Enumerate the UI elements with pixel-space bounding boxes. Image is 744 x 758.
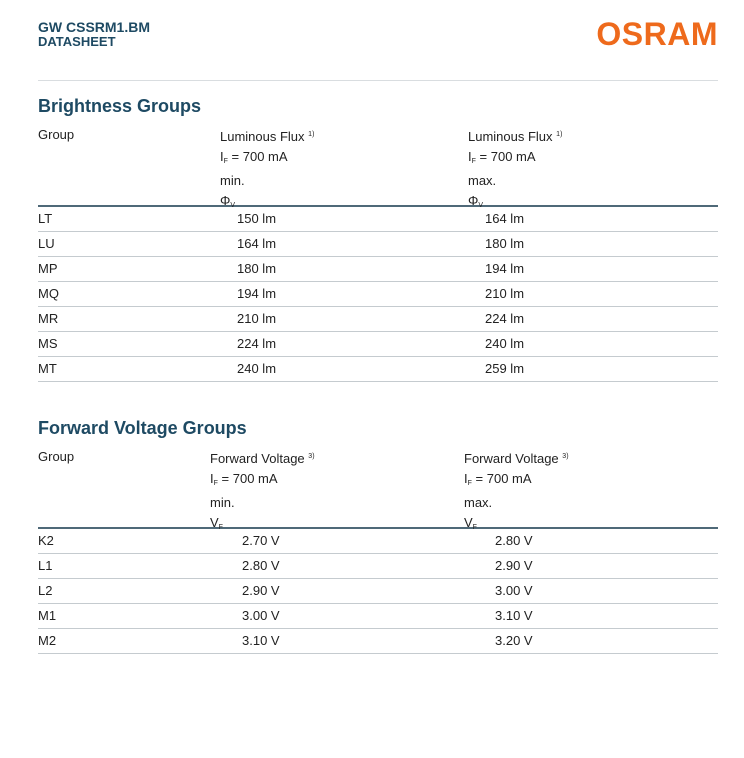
group-cell: L2 — [38, 583, 53, 598]
group-cell: L1 — [38, 558, 53, 573]
min-cell: 2.70 V — [242, 533, 280, 548]
voltage-subscript: F — [218, 523, 223, 531]
max-cell: 180 lm — [485, 236, 525, 251]
table-row — [38, 579, 718, 604]
current-symbol: I — [464, 470, 468, 486]
min-cell: 240 lm — [237, 361, 277, 376]
voltage-symbol: V — [210, 514, 219, 530]
document-title: GW CSSRM1.BM — [38, 19, 150, 35]
min-cell: 194 lm — [237, 286, 277, 301]
column-name: Luminous Flux — [220, 129, 305, 144]
min-cell: 3.00 V — [242, 608, 280, 623]
brightness-table-body — [38, 207, 718, 382]
current-symbol: I — [220, 148, 224, 164]
limit-label: max. — [464, 495, 493, 510]
forward-voltage-groups-section — [38, 417, 718, 654]
group-cell: MS — [38, 336, 58, 351]
table-row — [38, 282, 718, 307]
current-symbol: I — [468, 148, 472, 164]
group-cell: MT — [38, 361, 57, 376]
footnote-ref: 1) — [556, 131, 563, 138]
max-cell: 2.90 V — [495, 558, 533, 573]
min-cell: 3.10 V — [242, 633, 280, 648]
voltage-symbol: V — [464, 514, 473, 530]
column-name: Forward Voltage — [210, 451, 305, 466]
document-header — [38, 20, 150, 49]
flux-subscript: V — [230, 201, 236, 209]
table-row — [38, 207, 718, 232]
current-subscript: F — [467, 479, 472, 487]
footnote-ref: 1) — [308, 131, 315, 138]
min-cell: 164 lm — [237, 236, 277, 251]
min-cell: 224 lm — [237, 336, 277, 351]
column-name: Forward Voltage — [464, 451, 559, 466]
current-subscript: F — [471, 157, 476, 165]
limit-label: min. — [220, 173, 245, 188]
min-cell: 150 lm — [237, 211, 277, 226]
table-row — [38, 629, 718, 654]
voltage-subscript: F — [472, 523, 477, 531]
group-cell: MQ — [38, 286, 59, 301]
current-value: = 700 mA — [231, 148, 288, 164]
footnote-ref: 3) — [562, 453, 569, 460]
max-cell: 210 lm — [485, 286, 525, 301]
limit-label: max. — [468, 173, 497, 188]
current-subscript: F — [223, 157, 228, 165]
limit-label: min. — [210, 495, 235, 510]
forward-voltage-min-header — [210, 447, 315, 537]
forward-voltage-max-header — [464, 447, 569, 537]
max-cell: 3.20 V — [495, 633, 533, 648]
table-row — [38, 357, 718, 382]
header-divider — [38, 80, 718, 81]
flux-subscript: V — [478, 201, 484, 209]
max-cell: 224 lm — [485, 311, 525, 326]
table-row — [38, 307, 718, 332]
brightness-groups-title: Brightness Groups — [38, 96, 202, 116]
max-cell: 240 lm — [485, 336, 525, 351]
voltage-table-body — [38, 529, 718, 654]
table-row — [38, 604, 718, 629]
footnote-ref: 3) — [308, 453, 315, 460]
table-row — [38, 232, 718, 257]
group-cell: LU — [38, 236, 55, 251]
table-row — [38, 257, 718, 282]
luminous-flux-max-header — [468, 125, 562, 215]
max-cell: 3.10 V — [495, 608, 533, 623]
column-name: Luminous Flux — [468, 129, 553, 144]
max-cell: 2.80 V — [495, 533, 533, 548]
flux-symbol: Φ — [220, 192, 231, 208]
voltage-table-header — [38, 447, 718, 531]
min-cell: 210 lm — [237, 311, 277, 326]
group-column-header: Group — [38, 449, 75, 464]
max-cell: 194 lm — [485, 261, 525, 276]
group-cell: MR — [38, 311, 59, 326]
current-symbol: I — [210, 470, 214, 486]
current-value: = 700 mA — [221, 470, 278, 486]
table-row — [38, 529, 718, 554]
document-subtitle: DATASHEET — [38, 34, 116, 49]
flux-symbol: Φ — [468, 192, 479, 208]
min-cell: 180 lm — [237, 261, 277, 276]
table-row — [38, 554, 718, 579]
max-cell: 259 lm — [485, 361, 525, 376]
forward-voltage-groups-title: Forward Voltage Groups — [38, 418, 247, 438]
brightness-groups-section — [38, 95, 718, 382]
max-cell: 3.00 V — [495, 583, 533, 598]
min-cell: 2.90 V — [242, 583, 280, 598]
group-column-header: Group — [38, 127, 75, 142]
current-value: = 700 mA — [475, 470, 532, 486]
osram-logo: OSRAM — [596, 16, 718, 52]
group-cell: MP — [38, 261, 58, 276]
luminous-flux-min-header — [220, 125, 314, 215]
current-value: = 700 mA — [479, 148, 536, 164]
group-cell: M2 — [38, 633, 57, 648]
group-cell: M1 — [38, 608, 57, 623]
table-row — [38, 332, 718, 357]
min-cell: 2.80 V — [242, 558, 280, 573]
group-cell: K2 — [38, 533, 54, 548]
group-cell: LT — [38, 211, 53, 226]
current-subscript: F — [213, 479, 218, 487]
brightness-table-header — [38, 125, 718, 209]
max-cell: 164 lm — [485, 211, 525, 226]
